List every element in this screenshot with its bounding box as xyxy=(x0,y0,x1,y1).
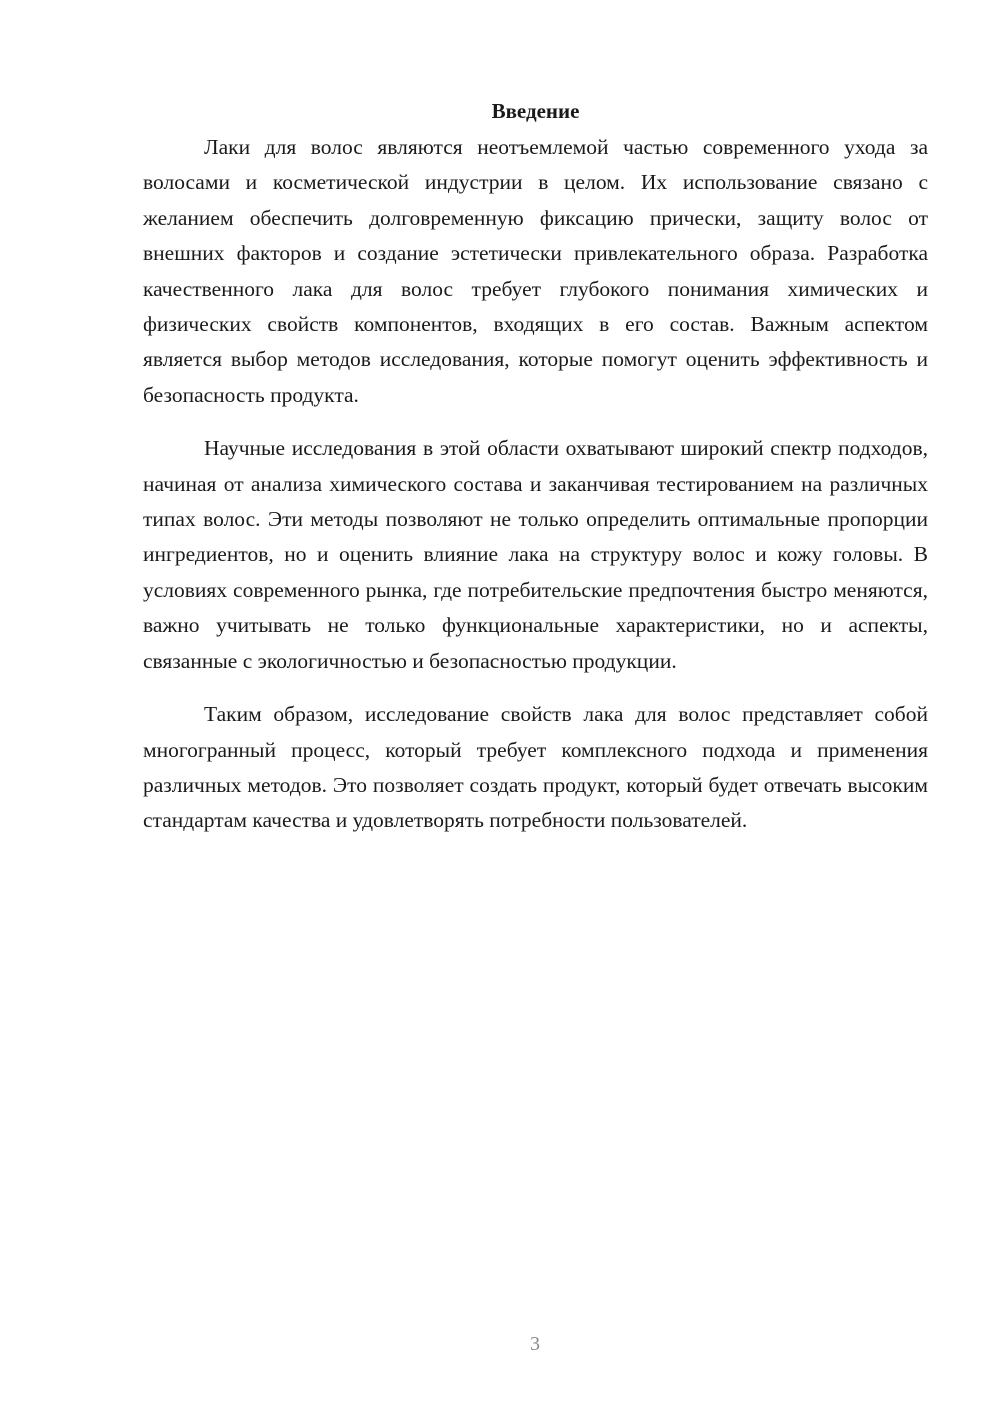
paragraph-2: Научные исследования в этой области охватывают широкий спектр подходов, начиная от анализа химического состава и заканчивая тестированием на различных типах волос. Эти методы позволяют не только определить оптимальные пропорции ингредиентов, но и оценить влияние лака на структуру волос и кожу головы. В условиях современного рынка, где потребительские предпочтения быстро меняются, важно учитывать не только функциональные характеристики, но и аспекты, связанные с экологичностью и безопасностью продукции. xyxy=(143,436,928,673)
page-content xyxy=(143,92,928,857)
paragraph-1: Лаки для волос являются неотъемлемой частью современного ухода за волосами и косметической индустрии в целом. Их использование связано с желанием обеспечить долговременную фиксацию прически, защиту волос от внешних факторов и создание эстетически привлекательного образа. Разработка качественного лака для волос требует глубокого понимания химических и физических свойств компонентов, входящих в его состав. Важным аспектом является выбор методов исследования, которые помогут оценить эффективность и безопасность продукта. xyxy=(143,135,928,407)
section-heading: Введение xyxy=(491,99,580,123)
page-number: 3 xyxy=(530,1333,540,1355)
paragraph-3: Таким образом, исследование свойств лака для волос представляет собой многогранный процесс, который требует комплексного подхода и применения различных методов. Это позволяет создать продукт, который будет отвечать высоким стандартам качества и удовлетворять потребности пользователей. xyxy=(143,702,928,833)
